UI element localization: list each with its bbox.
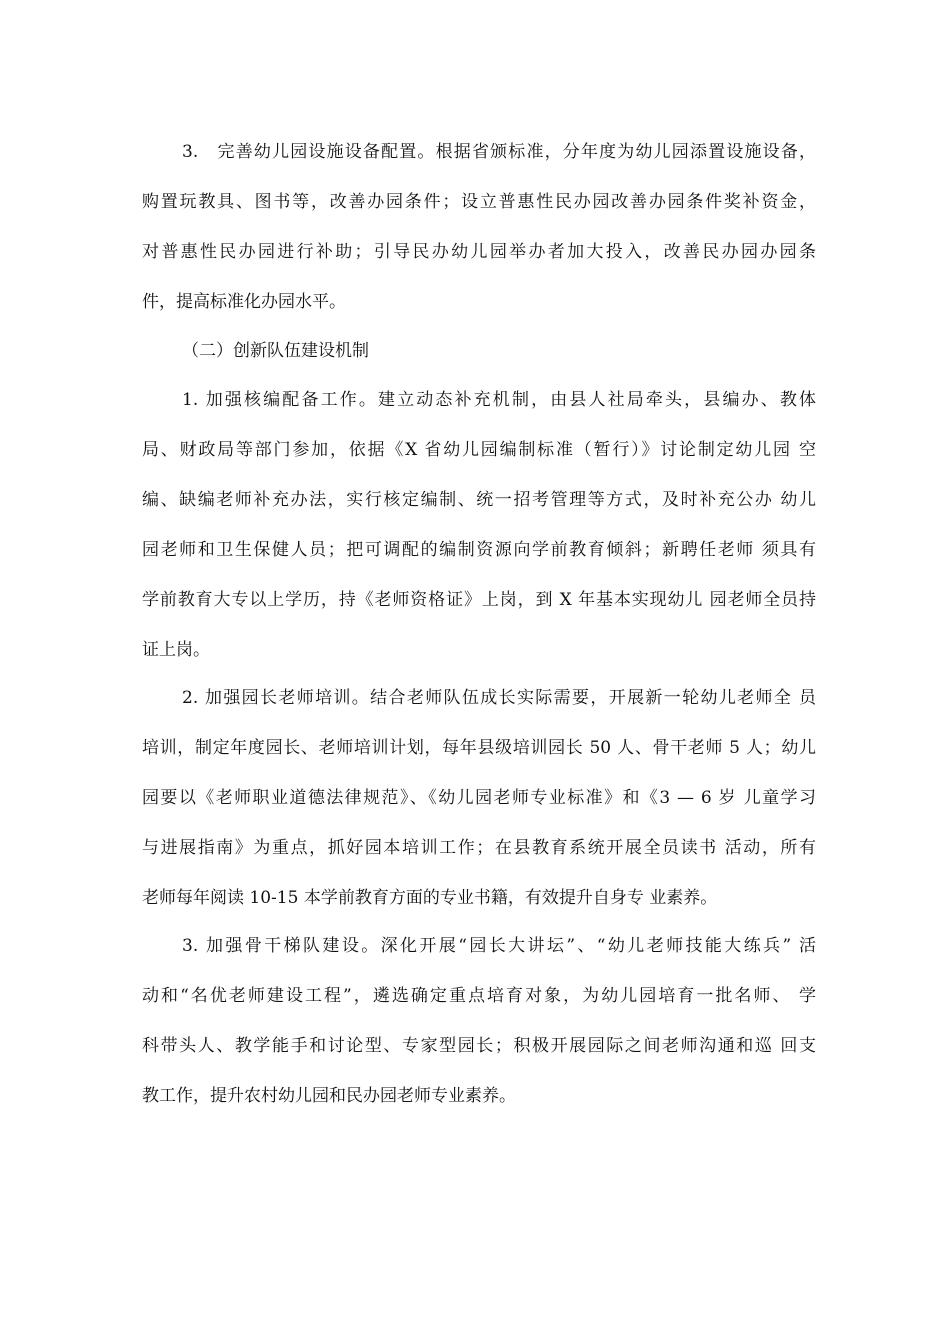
text-line: 1. 加强核编配备工作。建立动态补充机制，由县人社局牵头，县编办、教体 (182, 390, 816, 410)
text-line: 2. 加强园长老师培训。结合老师队伍成长实际需要，开展新一轮幼儿老师全 员 (182, 688, 816, 708)
text-line: 动和“名优老师建设工程”，遴选确定重点培育对象，为幼儿园培育一批名师、 学 (142, 986, 816, 1006)
text-line: 件，提高标准化办园水平。 (142, 292, 346, 312)
text-line: 科带头人、教学能手和讨论型、专家型园长；积极开展园际之间老师沟通和巡 回支 (142, 1036, 816, 1056)
text-line: 证上岗。 (142, 640, 210, 660)
text-line: 教工作，提升农村幼儿园和民办园老师专业素养。 (142, 1086, 516, 1106)
text-line: 园要以《老师职业道德法律规范》、《幼儿园老师专业标准》和《3 — 6 岁 儿童学习 (142, 788, 816, 808)
text-line: 对普惠性民办园进行补助；引导民办幼儿园举办者加大投入，改善民办园办园条 (142, 242, 816, 262)
text-line: 学前教育大专以上学历，持《老师资格证》上岗，到 X 年基本实现幼儿 园老师全员持 (142, 590, 816, 610)
text-line: 老师每年阅读 10-15 本学前教育方面的专业书籍，有效提升自身专 业素养。 (142, 888, 718, 908)
heading-text: （二）创新队伍建设机制 (182, 341, 369, 361)
text-line: 3. 加强骨干梯队建设。深化开展“园长大讲坛”、“幼儿老师技能大练兵” 活 (182, 936, 816, 956)
text-line: 购置玩教具、图书等，改善办园条件；设立普惠性民办园改善办园条件奖补资金， (142, 192, 816, 212)
text-line: 局、财政局等部门参加，依据《X 省幼儿园编制标准（暂行）》讨论制定幼儿园 空 (142, 440, 816, 460)
text-line: 编、缺编老师补充办法，实行核定编制、统一招考管理等方式，及时补充公办 幼儿 (142, 490, 816, 510)
text-line: 与进展指南》为重点，抓好园本培训工作；在县教育系统开展全员读书 活动，所有 (142, 838, 816, 858)
text-line: 培训，制定年度园长、老师培训计划，每年县级培训园长 50 人、骨干老师 5 人；幼儿 (142, 738, 816, 758)
text-line: 园老师和卫生保健人员；把可调配的编制资源向学前教育倾斜；新聘任老师 须具有 (142, 540, 816, 560)
text-line: 3. 完善幼儿园设施设备配置。根据省颁标准，分年度为幼儿园添置设施设备， (182, 142, 816, 162)
